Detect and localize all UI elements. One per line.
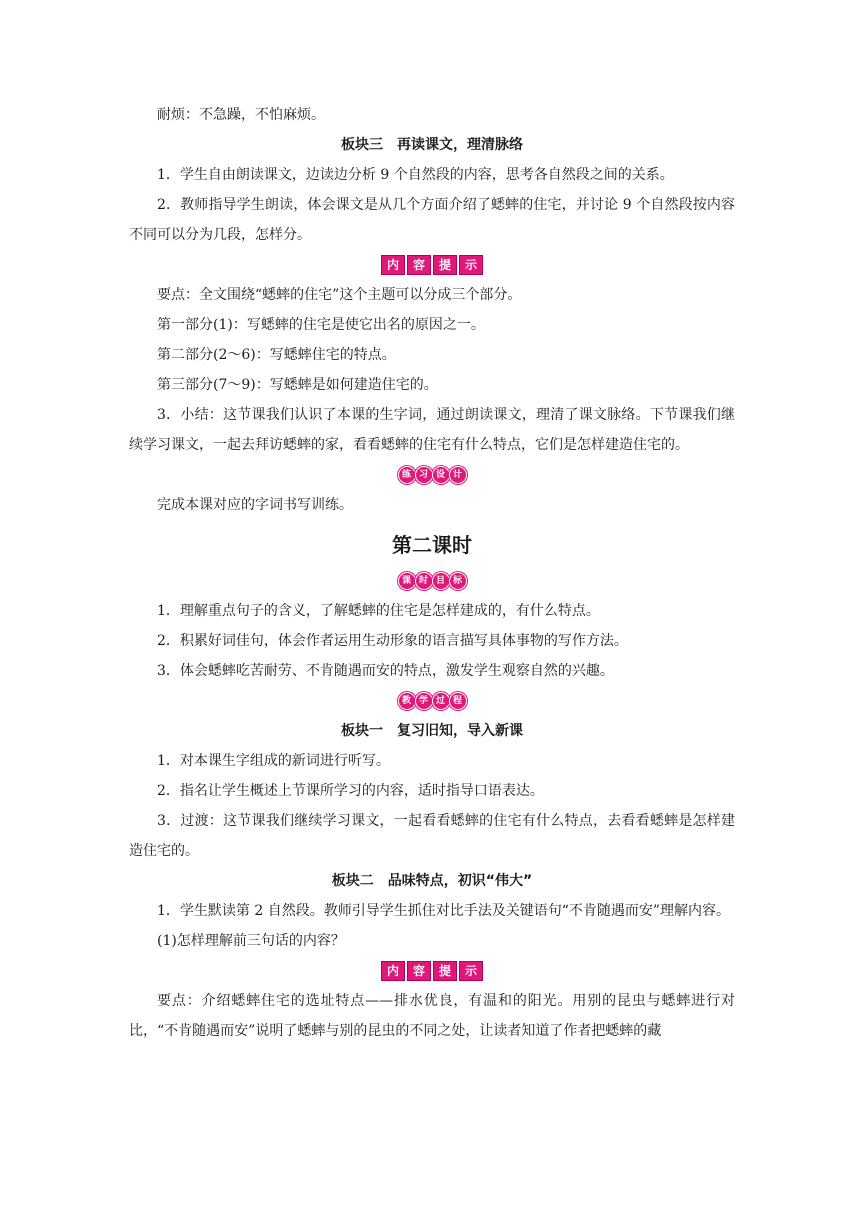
exercise-design-label xyxy=(129,460,735,490)
tip-part-1: 第一部分(1)：写蟋蟀的住宅是使它出名的原因之一。 xyxy=(157,317,485,333)
step-3-1: 1．学生自由朗读课文，边读边分析 9 个自然段的内容，思考各自然段之间的关系。 xyxy=(157,167,674,183)
exercise-text: 完成本课对应的字词书写训练。 xyxy=(157,497,353,513)
content-tip-label-2 xyxy=(129,956,735,986)
definition-line: 耐烦：不急躁，不怕麻烦。 xyxy=(157,107,325,123)
content-tip-badge-2: 内 容 提 示 xyxy=(381,961,483,981)
content-tip-badge: 内 容 提 示 xyxy=(381,255,483,275)
teaching-process-label xyxy=(129,686,735,716)
step-3-2: 2．教师指导学生朗读，体会课文是从几个方面介绍了蟋蟀的住宅，并讨论 9 个自然段按内容不同可以分为几段，怎样分。 xyxy=(129,197,735,243)
goal-1: 1．理解重点句子的含义，了解蟋蟀的住宅是怎样建成的，有什么特点。 xyxy=(157,603,600,619)
section-heading-2: 板块二 品味特点，初识“伟大” xyxy=(331,873,533,889)
exercise-design-badge: 练 习 设 计 xyxy=(399,467,466,483)
step-1-3: 3．过渡：这节课我们继续学习课文，一起看看蟋蟀的住宅有什么特点，去看看蟋蟀是怎样建造住宅的。 xyxy=(129,813,735,859)
tip-2-text: 要点：介绍蟋蟀住宅的选址特点——排水优良，有温和的阳光。用别的昆虫与蟋蟀进行对比，“不肯随遇而安”说明了蟋蟀与别的昆虫的不同之处，让读者知道了作者把蟋蟀的藏 xyxy=(129,993,735,1039)
teaching-process-badge: 教 学 过 程 xyxy=(399,693,466,709)
content-tip-label xyxy=(129,250,735,280)
goal-3: 3．体会蟋蟀吃苦耐劳、不肯随遇而安的特点，激发学生观察自然的兴趣。 xyxy=(157,663,614,679)
tip-point: 要点：全文围绕“蟋蟀的住宅”这个主题可以分成三个部分。 xyxy=(157,287,522,303)
section-heading-1: 板块一 复习旧知，导入新课 xyxy=(341,723,523,739)
step-1-2: 2．指名让学生概述上节课所学习的内容，适时指导口语表达。 xyxy=(157,783,544,799)
step-2-question: (1)怎样理解前三句话的内容？ xyxy=(157,933,345,949)
step-1-1: 1．对本课生字组成的新词进行听写。 xyxy=(157,753,390,769)
document-body xyxy=(129,100,735,1046)
tip-part-2: 第二部分(2～6)：写蟋蟀住宅的特点。 xyxy=(157,347,396,363)
lesson-goal-label xyxy=(129,566,735,596)
lesson-goal-badge: 课 时 目 标 xyxy=(399,573,466,589)
section-heading-3: 板块三 再读课文，理清脉络 xyxy=(341,137,523,153)
goal-2: 2．积累好词佳句，体会作者运用生动形象的语言描写具体事物的写作方法。 xyxy=(157,633,628,649)
tip-part-3: 第三部分(7～9)：写蟋蟀是如何建造住宅的。 xyxy=(157,377,438,393)
step-2-1: 1．学生默读第 2 自然段。教师引导学生抓住对比手法及关键语句“不肯随遇而安”理解内容。 xyxy=(157,903,731,919)
lesson-2-title: 第二课时 xyxy=(392,533,472,557)
step-3-3: 3．小结：这节课我们认识了本课的生字词，通过朗读课文，理清了课文脉络。下节课我们继续学习课文，一起去拜访蟋蟀的家，看看蟋蟀的住宅有什么特点，它们是怎样建造住宅的。 xyxy=(129,407,735,453)
